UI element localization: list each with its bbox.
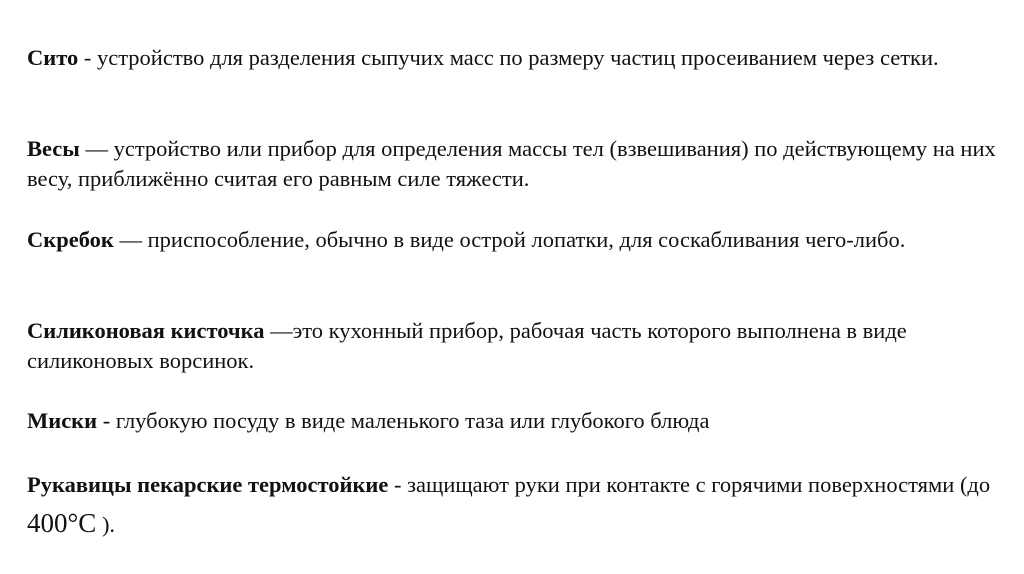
term-bowls: Миски: [27, 408, 98, 433]
description-sieve: - устройство для разделения сыпучих масс по размеру частиц просеиванием через сетки.: [78, 45, 939, 70]
description-oven-mitts: - защищают руки при контакте с горячими поверхностями (до: [388, 472, 991, 497]
definition-silicone-brush: [27, 316, 1002, 376]
definition-sieve: [27, 43, 1002, 73]
term-scales: Весы: [27, 136, 80, 161]
term-silicone-brush: Силиконовая кисточка: [27, 318, 265, 343]
description-scraper: — приспособление, обычно в виде острой лопатки, для соскабливания чего-либо.: [113, 227, 906, 252]
term-sieve: Сито: [27, 45, 79, 70]
description-silicone-brush: —это кухонный прибор, рабочая часть которого выполнена в виде силиконовых ворсинок.: [27, 318, 907, 373]
term-scraper: Скребок: [27, 227, 114, 252]
temperature-value: 400°С: [27, 508, 97, 538]
definition-bowls: [27, 406, 1002, 436]
description-bowls: - глубокую посуду в виде маленького таза или глубокого блюда: [97, 408, 710, 433]
definition-scraper: [27, 225, 1002, 255]
description-scales: — устройство или прибор для определения массы тел (взвешивания) по действующему на них весу, приближённо считая его равным силе тяжести.: [27, 136, 996, 191]
definition-oven-mitts: [27, 466, 1002, 544]
definition-scales: [27, 134, 1002, 194]
description-oven-mitts-end: ).: [96, 512, 116, 537]
term-oven-mitts: Рукавицы пекарские термостойкие: [27, 472, 389, 497]
